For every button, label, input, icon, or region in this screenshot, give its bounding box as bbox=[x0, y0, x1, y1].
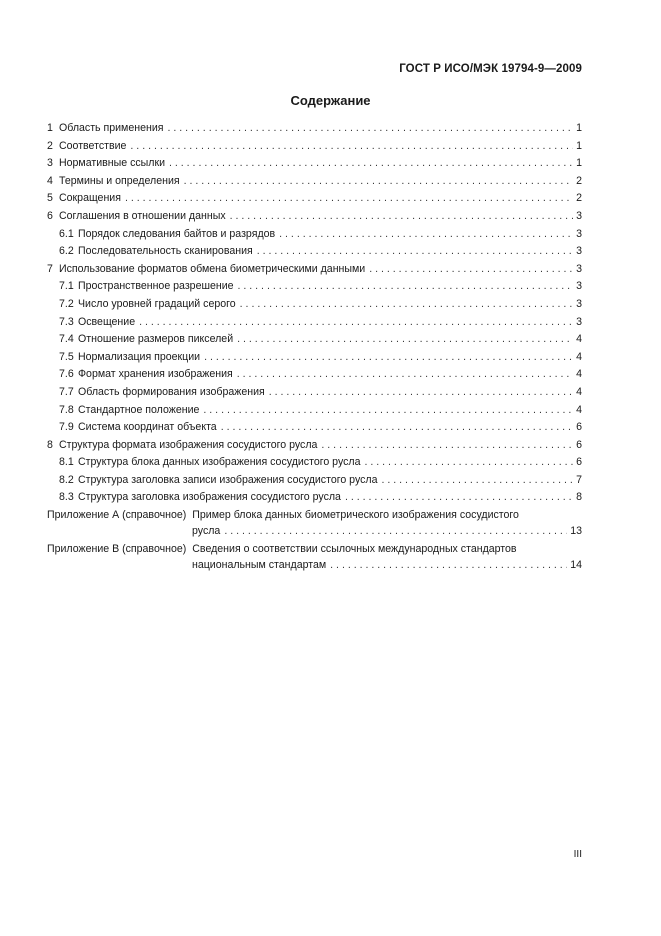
toc-dot-leader bbox=[139, 316, 573, 328]
toc-entry[interactable] bbox=[47, 228, 582, 240]
toc-entry-number: 7.4 bbox=[59, 333, 74, 346]
toc-entry-label: Область применения bbox=[59, 122, 164, 134]
toc-entry[interactable] bbox=[47, 122, 582, 134]
toc-dot-leader bbox=[237, 368, 573, 380]
toc-dot-leader bbox=[279, 228, 573, 240]
appendix-prefix: Приложение А (справочное) bbox=[47, 509, 187, 522]
toc-appendices bbox=[47, 509, 582, 571]
appendix-title-cont: русла bbox=[192, 525, 221, 538]
toc-entry-page: 4 bbox=[576, 350, 582, 363]
toc-dot-leader bbox=[125, 192, 573, 204]
toc-dot-leader bbox=[184, 175, 573, 187]
toc-entry-number: 7.7 bbox=[59, 385, 74, 398]
appendix-title: Сведения о соответствии ссылочных международных стандартов bbox=[192, 542, 517, 555]
toc-entry-number: 7.6 bbox=[59, 368, 74, 381]
toc-dot-leader bbox=[167, 122, 573, 134]
toc-entry-number: 8.2 bbox=[59, 473, 74, 486]
toc-entry-number: 8.1 bbox=[59, 456, 74, 469]
toc-entry-number: 3 bbox=[47, 157, 53, 170]
toc-dot-leader bbox=[169, 157, 573, 169]
toc-entry-number: 2 bbox=[47, 139, 53, 152]
toc-entry[interactable] bbox=[47, 404, 582, 416]
toc-entry-label: Использование форматов обмена биометрическими данными bbox=[59, 262, 366, 275]
toc-entry-page: 3 bbox=[576, 245, 582, 258]
toc-entry[interactable] bbox=[47, 421, 582, 433]
toc-entry-page: 3 bbox=[576, 209, 582, 222]
toc-dot-leader bbox=[382, 474, 573, 486]
toc-entry-page: 3 bbox=[576, 315, 582, 328]
toc-dot-leader bbox=[321, 439, 573, 451]
toc-entry-number: 8.3 bbox=[59, 491, 74, 504]
toc-entry-page: 4 bbox=[576, 368, 582, 381]
toc-entry[interactable] bbox=[47, 263, 582, 275]
toc-title: Содержание bbox=[290, 93, 371, 108]
toc-entry-page: 3 bbox=[576, 297, 582, 310]
toc-entry-page: 3 bbox=[576, 262, 582, 275]
page-number: III bbox=[573, 849, 582, 860]
toc-entry-label: Нормализация проекции bbox=[78, 350, 201, 363]
appendix-title-cont: национальным стандартам bbox=[192, 558, 327, 571]
toc-dot-leader bbox=[230, 210, 573, 222]
toc-entry-label: Число уровней градаций серого bbox=[78, 297, 236, 310]
toc-entry[interactable] bbox=[47, 333, 582, 345]
toc-entry-page: 6 bbox=[576, 421, 582, 434]
toc-entry[interactable] bbox=[47, 439, 582, 451]
appendix-prefix: Приложение В (справочное) bbox=[47, 542, 187, 555]
toc-entry-label: Порядок следования байтов и разрядов bbox=[78, 227, 276, 240]
toc-dot-leader bbox=[130, 140, 573, 152]
toc-entry-label: Структура формата изображения сосудистого русла bbox=[59, 438, 318, 451]
toc-entry-label: Термины и определения bbox=[59, 174, 180, 187]
toc-entry-number: 7.9 bbox=[59, 421, 74, 434]
toc-entry-number: 7.5 bbox=[59, 350, 74, 363]
toc-entry-label: Пространственное разрешение bbox=[78, 280, 234, 293]
toc-entry-page: 6 bbox=[576, 438, 582, 451]
toc-appendix[interactable] bbox=[47, 509, 582, 537]
toc-dot-leader bbox=[221, 421, 573, 433]
toc-entry-number: 1 bbox=[47, 122, 53, 134]
toc-entry-label: Соглашения в отношении данных bbox=[59, 209, 226, 222]
toc-entry-page: 6 bbox=[576, 456, 582, 469]
toc-entries bbox=[47, 122, 582, 503]
toc-entry-label: Область формирования изображения bbox=[78, 385, 265, 398]
toc-entry-label: Освещение bbox=[78, 315, 136, 328]
toc-dot-leader bbox=[240, 298, 573, 310]
toc-entry[interactable] bbox=[47, 491, 582, 503]
toc-entry[interactable] bbox=[47, 316, 582, 328]
toc-entry-label: Стандартное положение bbox=[78, 403, 200, 416]
toc-dot-leader bbox=[345, 491, 573, 503]
toc-entry-number: 6.2 bbox=[59, 245, 74, 258]
toc-entry[interactable] bbox=[47, 386, 582, 398]
toc-dot-leader bbox=[330, 559, 567, 571]
toc-entry-page: 4 bbox=[576, 333, 582, 346]
toc-entry[interactable] bbox=[47, 280, 582, 292]
toc-dot-leader bbox=[269, 386, 573, 398]
toc-dot-leader bbox=[365, 456, 574, 468]
toc-dot-leader bbox=[369, 263, 573, 275]
toc-entry[interactable] bbox=[47, 368, 582, 380]
toc-entry[interactable] bbox=[47, 351, 582, 363]
toc-entry-label: Последовательность сканирования bbox=[78, 245, 253, 258]
toc-entry-page: 2 bbox=[576, 174, 582, 187]
toc-entry-label: Система координат объекта bbox=[78, 421, 217, 434]
toc-entry[interactable] bbox=[47, 175, 582, 187]
toc-entry-label: Структура заголовка записи изображения сосудистого русла bbox=[78, 473, 378, 486]
toc-entry-page: 14 bbox=[570, 558, 582, 571]
toc-entry[interactable] bbox=[47, 245, 582, 257]
toc-entry-number: 6.1 bbox=[59, 227, 74, 240]
toc-dot-leader bbox=[203, 404, 573, 416]
toc-entry-number: 5 bbox=[47, 192, 53, 205]
toc-entry-number: 7.3 bbox=[59, 315, 74, 328]
toc-entry[interactable] bbox=[47, 474, 582, 486]
toc-entry-label: Соответствие bbox=[59, 139, 127, 152]
toc-entry-page: 2 bbox=[576, 192, 582, 205]
toc-entry-page: 1 bbox=[576, 157, 582, 170]
toc-entry-number: 7.1 bbox=[59, 280, 74, 293]
appendix-title: Пример блока данных биометрического изображения сосудистого bbox=[192, 509, 519, 522]
toc-entry-label: Структура заголовка изображения сосудистого русла bbox=[78, 491, 341, 504]
toc-entry[interactable] bbox=[47, 140, 582, 152]
toc-entry[interactable] bbox=[47, 456, 582, 468]
toc-entry-number: 7 bbox=[47, 262, 53, 275]
toc-entry-label: Сокращения bbox=[59, 192, 121, 205]
toc-dot-leader bbox=[238, 280, 573, 292]
toc-entry[interactable] bbox=[47, 192, 582, 204]
toc-entry-page: 3 bbox=[576, 280, 582, 293]
standard-code: ГОСТ Р ИСО/МЭК 19794-9—2009 bbox=[399, 63, 582, 75]
toc-dot-leader bbox=[257, 245, 573, 257]
toc-entry-page: 4 bbox=[576, 403, 582, 416]
toc-entry-page: 4 bbox=[576, 385, 582, 398]
toc-entry-label: Структура блока данных изображения сосудистого русла bbox=[78, 456, 361, 469]
toc-entry[interactable] bbox=[47, 298, 582, 310]
toc-dot-leader bbox=[237, 333, 573, 345]
toc-entry-page: 1 bbox=[576, 139, 582, 152]
table-of-contents bbox=[47, 122, 582, 576]
toc-entry[interactable] bbox=[47, 157, 582, 169]
toc-appendix[interactable] bbox=[47, 543, 582, 571]
toc-entry-page: 3 bbox=[576, 227, 582, 240]
toc-entry-label: Формат хранения изображения bbox=[78, 368, 233, 381]
toc-entry-number: 7.8 bbox=[59, 403, 74, 416]
toc-entry[interactable] bbox=[47, 210, 582, 222]
toc-entry-number: 4 bbox=[47, 174, 53, 187]
toc-entry-page: 1 bbox=[576, 122, 582, 134]
toc-entry-label: Отношение размеров пикселей bbox=[78, 333, 234, 346]
toc-entry-number: 7.2 bbox=[59, 297, 74, 310]
toc-dot-leader bbox=[204, 351, 573, 363]
toc-entry-page: 13 bbox=[570, 525, 582, 538]
toc-entry-page: 7 bbox=[576, 473, 582, 486]
toc-entry-number: 8 bbox=[47, 438, 53, 451]
toc-entry-page: 8 bbox=[576, 491, 582, 504]
toc-entry-number: 6 bbox=[47, 209, 53, 222]
toc-dot-leader bbox=[224, 525, 567, 537]
toc-entry-label: Нормативные ссылки bbox=[59, 157, 166, 170]
